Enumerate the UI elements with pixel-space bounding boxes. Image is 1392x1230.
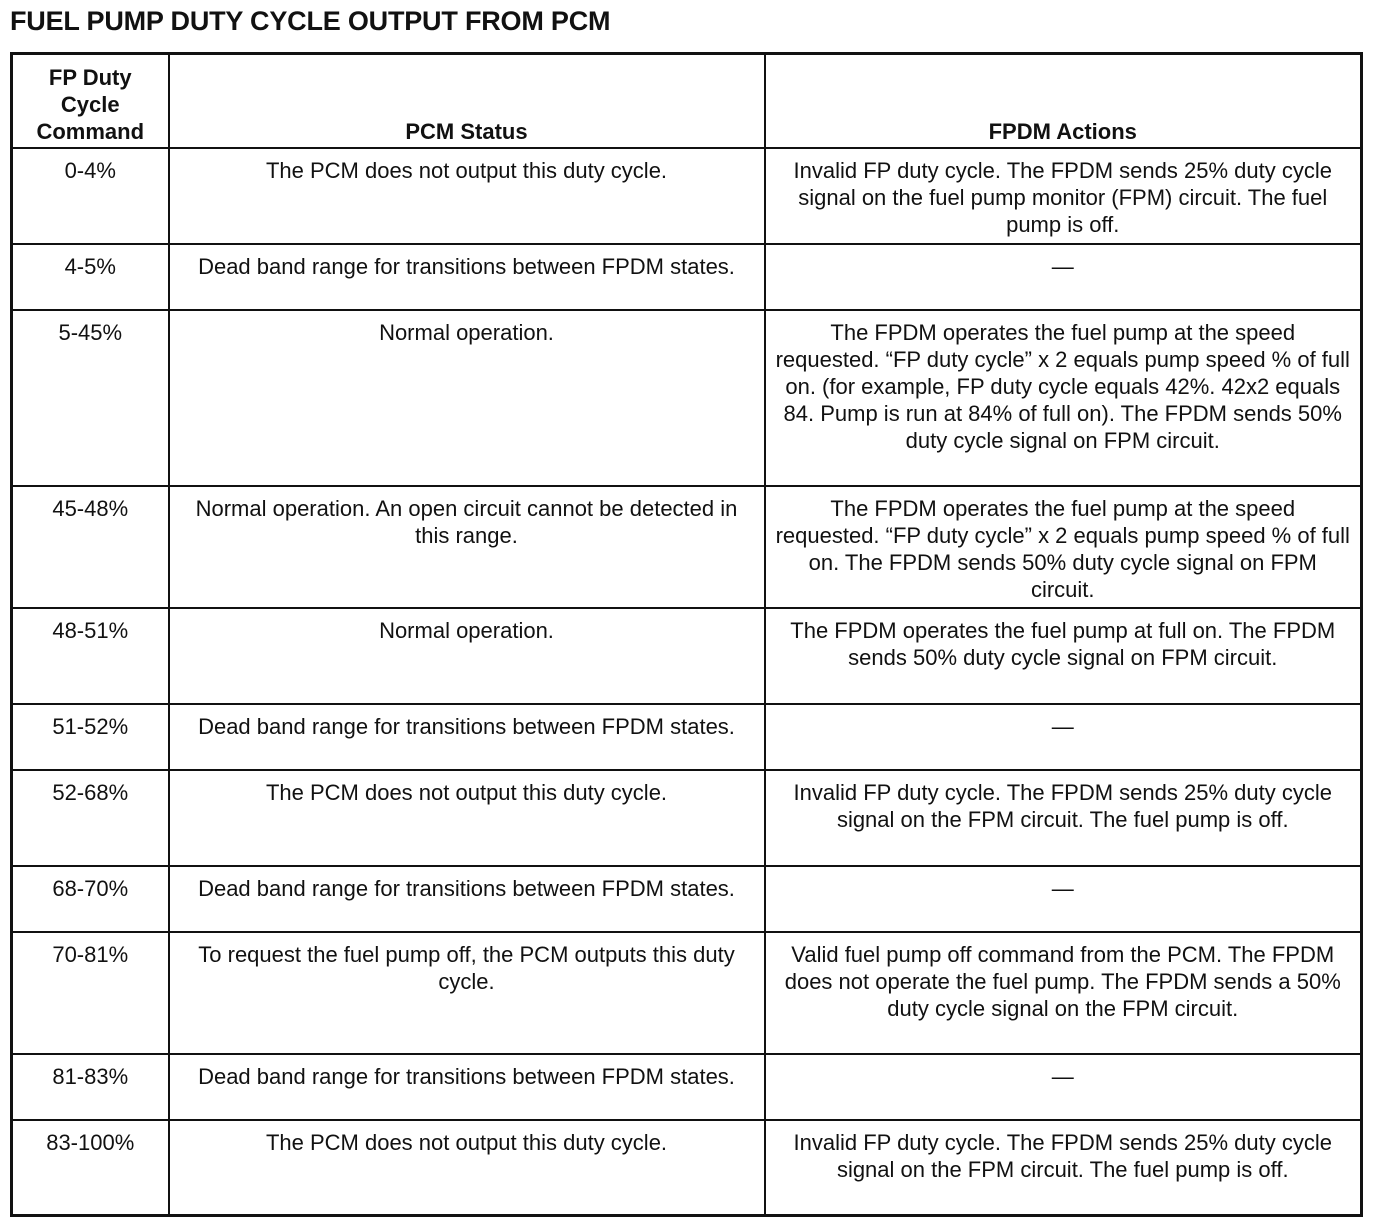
page-title: FUEL PUMP DUTY CYCLE OUTPUT FROM PCM <box>10 6 611 36</box>
table-row <box>12 932 1362 1054</box>
cell-actions: The FPDM operates the fuel pump at full on. The FPDM sends 50% duty cycle signal on FPM circuit. <box>765 608 1362 704</box>
table-row <box>12 608 1362 704</box>
table-row <box>12 866 1362 932</box>
cell-actions: — <box>765 1054 1362 1120</box>
cell-command: 52-68% <box>12 770 169 866</box>
cell-actions: Invalid FP duty cycle. The FPDM sends 25% duty cycle signal on the FPM circuit. The fuel pump is off. <box>765 1120 1362 1216</box>
header-pcm-status: PCM Status <box>169 54 765 148</box>
cell-command: 51-52% <box>12 704 169 770</box>
cell-command: 5-45% <box>12 310 169 486</box>
duty-cycle-table <box>10 52 1363 1217</box>
table-row <box>12 1120 1362 1216</box>
table-row <box>12 770 1362 866</box>
cell-command: 0-4% <box>12 148 169 244</box>
header-command-line3: Command <box>36 118 145 144</box>
cell-actions: — <box>765 244 1362 310</box>
cell-status: Dead band range for transitions between FPDM states. <box>169 704 765 770</box>
table-row <box>12 244 1362 310</box>
cell-status: Dead band range for transitions between FPDM states. <box>169 244 765 310</box>
header-fpdm-actions: FPDM Actions <box>765 54 1362 148</box>
cell-actions: Invalid FP duty cycle. The FPDM sends 25% duty cycle signal on the FPM circuit. The fuel pump is off. <box>765 770 1362 866</box>
cell-actions: The FPDM operates the fuel pump at the speed requested. “FP duty cycle” x 2 equals pump speed % of full on. (for example, FP duty cycle equals 42%. 42x2 equals 84. Pump is run at 84% of full on). The FPDM sends 50% duty cycle signal on FPM circuit. <box>765 310 1362 486</box>
header-command-line1: FP Duty <box>48 64 132 90</box>
cell-status: Dead band range for transitions between FPDM states. <box>169 866 765 932</box>
cell-command: 48-51% <box>12 608 169 704</box>
cell-status: To request the fuel pump off, the PCM outputs this duty cycle. <box>169 932 765 1054</box>
cell-actions: — <box>765 866 1362 932</box>
cell-actions: — <box>765 704 1362 770</box>
table-row <box>12 1054 1362 1120</box>
header-command-line2: Cycle <box>60 91 120 117</box>
cell-command: 68-70% <box>12 866 169 932</box>
cell-command: 81-83% <box>12 1054 169 1120</box>
cell-status: Normal operation. An open circuit cannot be detected in this range. <box>169 486 765 608</box>
cell-actions: Invalid FP duty cycle. The FPDM sends 25% duty cycle signal on the fuel pump monitor (FPM) circuit. The fuel pump is off. <box>765 148 1362 244</box>
header-command <box>12 54 169 148</box>
cell-command: 70-81% <box>12 932 169 1054</box>
cell-actions: Valid fuel pump off command from the PCM. The FPDM does not operate the fuel pump. The FPDM sends a 50% duty cycle signal on the FPM circuit. <box>765 932 1362 1054</box>
cell-status: Normal operation. <box>169 310 765 486</box>
table-row <box>12 486 1362 608</box>
table-header-row <box>12 54 1362 148</box>
cell-command: 4-5% <box>12 244 169 310</box>
cell-actions: The FPDM operates the fuel pump at the speed requested. “FP duty cycle” x 2 equals pump speed % of full on. The FPDM sends 50% duty cycle signal on FPM circuit. <box>765 486 1362 608</box>
cell-status: Normal operation. <box>169 608 765 704</box>
cell-command: 83-100% <box>12 1120 169 1216</box>
cell-status: The PCM does not output this duty cycle. <box>169 1120 765 1216</box>
cell-status: The PCM does not output this duty cycle. <box>169 770 765 866</box>
table-row <box>12 310 1362 486</box>
cell-status: Dead band range for transitions between FPDM states. <box>169 1054 765 1120</box>
cell-status: The PCM does not output this duty cycle. <box>169 148 765 244</box>
cell-command: 45-48% <box>12 486 169 608</box>
table-row <box>12 148 1362 244</box>
table-row <box>12 704 1362 770</box>
